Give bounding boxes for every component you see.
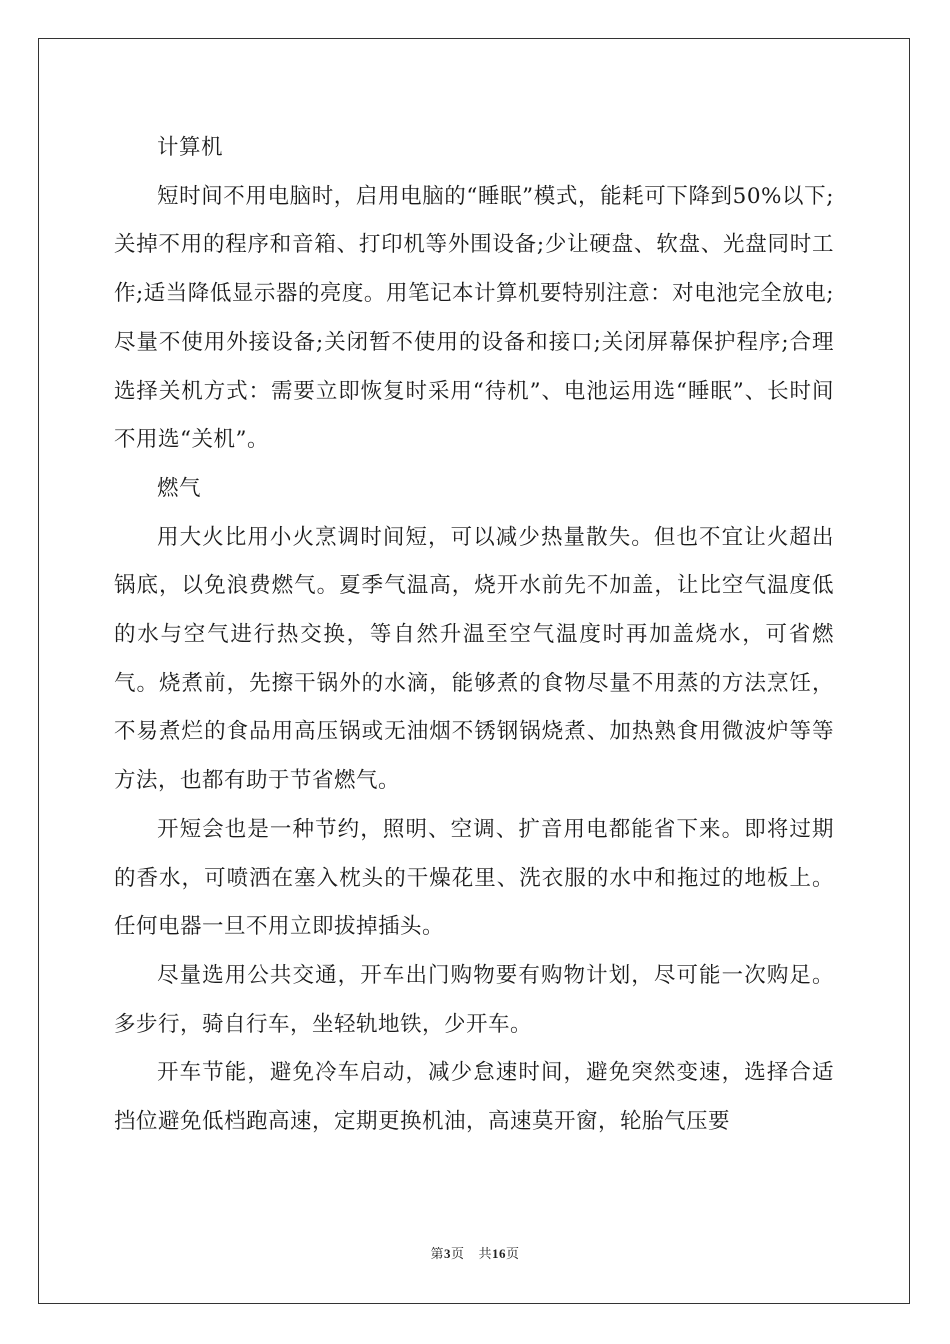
total-pages: 16 — [492, 1246, 507, 1261]
page-suffix: 页 — [450, 1246, 465, 1261]
paragraph-public-transport: 尽量选用公共交通，开车出门购物要有购物计划，尽可能一次购足。多步行，骑自行车，坐轻轨地铁，少开车。 — [114, 962, 834, 1037]
total-prefix: 共 — [478, 1246, 493, 1261]
document-body — [114, 124, 834, 1147]
page-footer — [0, 1243, 950, 1262]
paragraph-driving-tips: 开车节能，避免冷车启动，减少怠速时间，避免突然变速，选择合适挡位避免低档跑高速，定期更换机油，高速莫开窗，轮胎气压要 — [114, 1060, 834, 1135]
page-number: 3 — [443, 1246, 451, 1261]
paragraph-short-meetings: 开短会也是一种节约，照明、空调、扩音用电都能省下来。即将过期的香水，可喷洒在塞入枕头的干燥花里、洗衣服的水中和拖过的地板上。任何电器一旦不用立即拔掉插头。 — [114, 816, 834, 940]
section-heading-gas: 燃气 — [157, 475, 202, 501]
paragraph-computer-tips: 短时间不用电脑时，启用电脑的“睡眠”模式，能耗可下降到50%以下;关掉不用的程序和音箱、打印机等外围设备;少让硬盘、软盘、光盘同时工作;适当降低显示器的亮度。用笔记本计算机要特别注意：对电池完全放电;尽量不使用外接设备;关闭暂不使用的设备和接口;关闭屏幕保护程序;合理选择关机方式：需要立即恢复时采用“待机”、电池运用选“睡眠”、长时间不用选“关机”。 — [114, 183, 834, 453]
total-suffix: 页 — [506, 1246, 520, 1261]
section-heading-computer: 计算机 — [157, 135, 224, 160]
paragraph-gas-tips: 用大火比用小火烹调时间短，可以减少热量散失。但也不宜让火超出锅底，以免浪费燃气。夏季气温高，烧开水前先不加盖，让比空气温度低的水与空气进行热交换，等自然升温至空气温度时再加盖烧水，可省燃气。烧煮前，先擦干锅外的水滴，能够煮的食物尽量不用蒸的方法烹饪，不易煮烂的食品用高压锅或无油烟不锈钢锅烧煮、加热熟食用微波炉等等方法，也都有助于节省燃气。 — [114, 524, 834, 794]
page-prefix: 第 — [430, 1246, 444, 1261]
